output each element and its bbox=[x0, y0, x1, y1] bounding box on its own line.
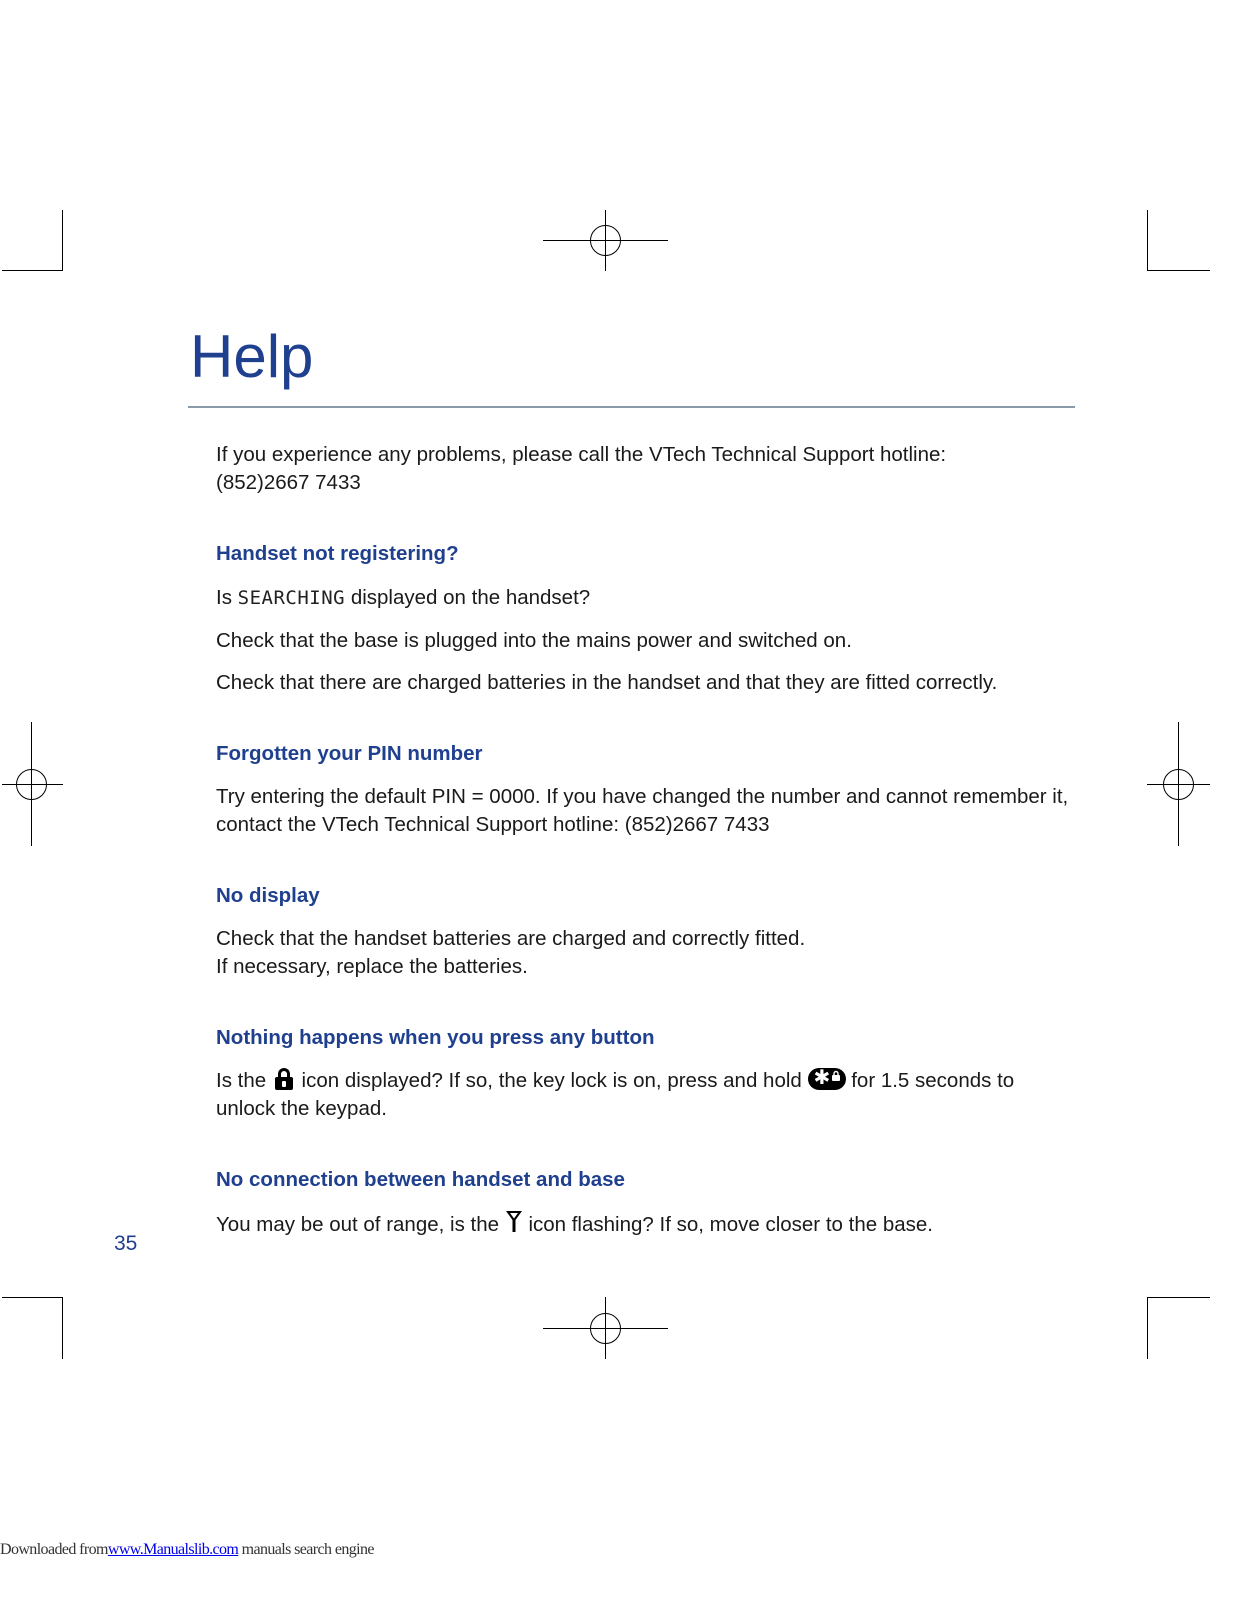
intro-line: If you experience any problems, please call the VTech Technical Support hotline: bbox=[216, 443, 947, 466]
body-line: contact the VTech Technical Support hotline: (852)2667 7433 bbox=[216, 813, 770, 836]
section-heading: Handset not registering? bbox=[216, 542, 459, 565]
body-line: unlock the keypad. bbox=[216, 1097, 387, 1120]
manualslib-link[interactable]: www.Manualslib.com bbox=[107, 1541, 239, 1558]
body-line bbox=[216, 1209, 1076, 1239]
text-fragment: Is bbox=[216, 586, 232, 609]
title-divider bbox=[188, 406, 1075, 408]
body-line: If necessary, replace the batteries. bbox=[216, 955, 528, 978]
star-key-lock-icon: ✱ bbox=[808, 1068, 846, 1090]
section-forgotten-pin bbox=[216, 742, 1076, 766]
text-fragment: for 1.5 seconds to bbox=[851, 1069, 1015, 1092]
text-fragment: You may be out of range, is the bbox=[216, 1213, 500, 1236]
section-body bbox=[216, 1209, 1076, 1239]
body-line: Check that the handset batteries are charged and correctly fitted. bbox=[216, 927, 806, 950]
section-handset-not-registering bbox=[216, 542, 1076, 566]
section-body bbox=[216, 783, 1076, 839]
section-nothing-happens bbox=[216, 1026, 1076, 1050]
page-number: 35 bbox=[114, 1232, 138, 1255]
lock-icon bbox=[274, 1068, 294, 1090]
section-no-display bbox=[216, 884, 1076, 908]
section-heading: Nothing happens when you press any button bbox=[216, 1026, 655, 1049]
section-body bbox=[216, 925, 1076, 981]
section-heading: No display bbox=[216, 884, 320, 907]
body-line: Check that the base is plugged into the mains power and switched on. bbox=[216, 629, 852, 652]
body-line bbox=[216, 1067, 1076, 1095]
footer-prefix: Downloaded from bbox=[0, 1541, 108, 1558]
body-line bbox=[216, 584, 1076, 612]
section-body bbox=[216, 584, 1076, 612]
text-fragment: displayed on the handset? bbox=[350, 586, 591, 609]
text-fragment: icon displayed? If so, the key lock is on, press and hold bbox=[301, 1069, 802, 1092]
text-fragment: icon flashing? If so, move closer to the base. bbox=[528, 1213, 933, 1236]
antenna-icon bbox=[505, 1209, 523, 1233]
section-heading: Forgotten your PIN number bbox=[216, 742, 483, 765]
lcd-display-text: SEARCHING bbox=[237, 587, 346, 609]
body-line: Check that there are charged batteries in the handset and that they are fitted correctly. bbox=[216, 671, 998, 694]
page-title: Help bbox=[190, 323, 314, 390]
section-no-connection bbox=[216, 1168, 1076, 1192]
footer-suffix: manuals search engine bbox=[238, 1541, 374, 1558]
section-body bbox=[216, 1067, 1076, 1123]
section-heading: No connection between handset and base bbox=[216, 1168, 625, 1191]
text-fragment: Is the bbox=[216, 1069, 267, 1092]
hotline-number: (852)2667 7433 bbox=[216, 471, 361, 494]
download-footer bbox=[0, 1541, 374, 1559]
body-line: Try entering the default PIN = 0000. If you have changed the number and cannot remember it, bbox=[216, 785, 1069, 808]
intro-paragraph bbox=[216, 441, 1076, 497]
